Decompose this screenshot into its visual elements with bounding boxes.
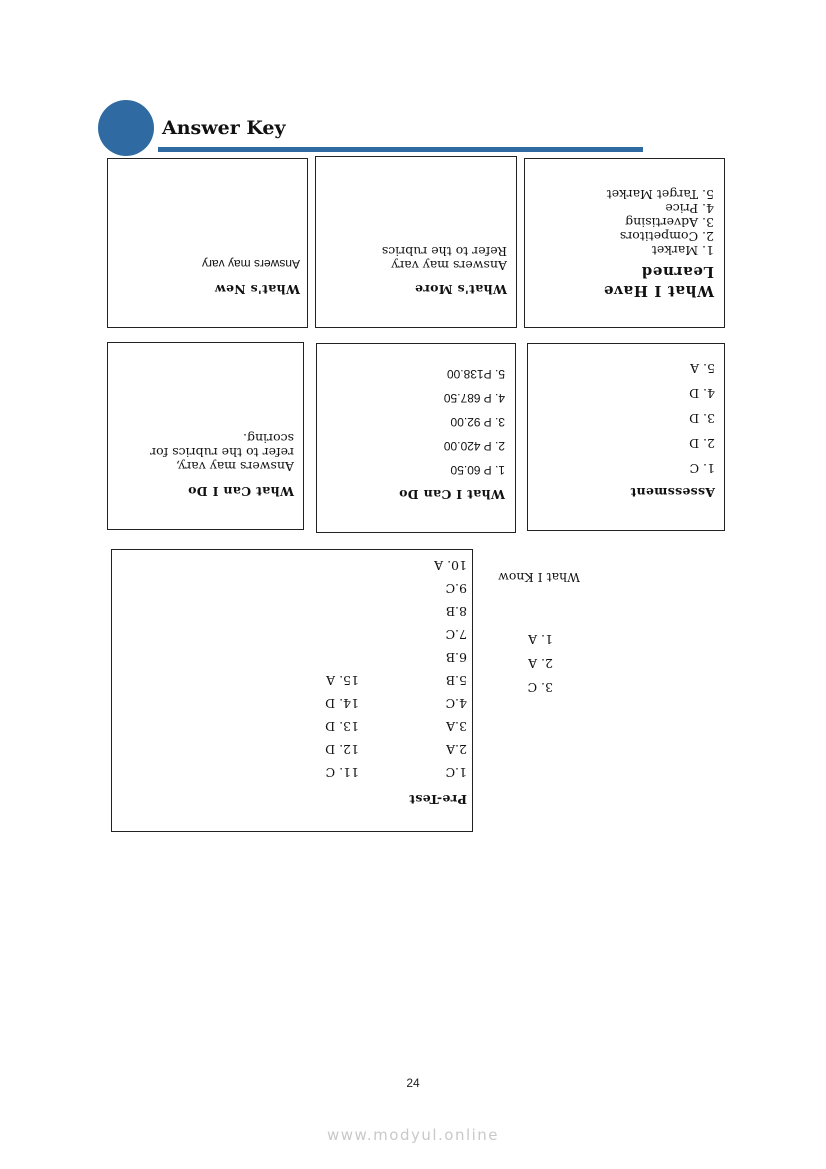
pre-test-answer: 6.B bbox=[445, 650, 467, 665]
whats-new-line: Answers may vary bbox=[201, 257, 300, 271]
pre-test-answer: 1.C bbox=[445, 765, 467, 780]
what-i-have-learned-item: 3. Advertising bbox=[625, 215, 714, 230]
pre-test-answer: 9.C bbox=[445, 581, 467, 596]
whats-more-line-2: Refer to the rubrics bbox=[381, 244, 507, 259]
what-i-have-learned-title-2: Learned bbox=[641, 263, 714, 281]
pre-test-answer: 7.C bbox=[445, 627, 467, 642]
pre-test-answer: 14. D bbox=[325, 696, 359, 711]
pre-test-answer: 15. A bbox=[326, 673, 359, 688]
what-i-can-do-title: What I Can Do bbox=[398, 487, 505, 502]
what-i-know-item: 2. A bbox=[528, 656, 553, 671]
what-i-can-do-item: 5. P138.00 bbox=[446, 367, 505, 381]
page-number: 24 bbox=[406, 1076, 420, 1090]
what-can-i-do-line-1: Answers may vary, bbox=[175, 459, 294, 474]
what-i-have-learned-item: 1. Market bbox=[651, 243, 714, 258]
pre-test-answer: 5.B bbox=[445, 673, 467, 688]
what-i-can-do-item: 4. P 687.50 bbox=[443, 391, 505, 405]
pre-test-answer: 3.A bbox=[446, 719, 467, 734]
pre-test-box bbox=[111, 549, 473, 832]
assessment-item: 4. D bbox=[689, 386, 715, 401]
pre-test-answer: 12. D bbox=[325, 742, 359, 757]
what-i-can-do-item: 2. P 420.00 bbox=[443, 439, 505, 453]
what-i-know-section bbox=[490, 560, 590, 720]
header-underline bbox=[158, 147, 643, 152]
watermark: www.modyul.online bbox=[326, 1126, 500, 1144]
what-can-i-do-line-2: refer to the rubrics for bbox=[150, 445, 294, 460]
what-i-have-learned-box bbox=[524, 158, 725, 328]
pre-test-answer: 10. A bbox=[434, 558, 467, 573]
assessment-box bbox=[527, 343, 725, 531]
assessment-item: 2. D bbox=[689, 436, 715, 451]
what-can-i-do-box bbox=[107, 342, 304, 530]
what-can-i-do-title: What Can I Do bbox=[187, 484, 294, 499]
what-i-have-learned-item: 2. Competitors bbox=[619, 229, 714, 244]
pre-test-answer: 8.B bbox=[445, 604, 467, 619]
what-i-know-item: 3. C bbox=[527, 680, 553, 695]
page-title: Answer Key bbox=[162, 117, 286, 139]
what-can-i-do-line-3: scoring. bbox=[243, 431, 294, 446]
assessment-item: 5. A bbox=[690, 361, 715, 376]
assessment-item: 3. D bbox=[689, 411, 715, 426]
what-i-can-do-box bbox=[316, 343, 516, 533]
whats-more-line-1: Answers may vary bbox=[391, 258, 507, 273]
whats-new-box bbox=[107, 158, 308, 328]
header-circle-marker bbox=[98, 100, 154, 156]
what-i-have-learned-item: 5. Target Market bbox=[606, 187, 714, 202]
whats-more-title: What's More bbox=[414, 282, 507, 297]
what-i-know-title: What I Know bbox=[498, 570, 580, 585]
what-i-can-do-item: 3. P 92.00 bbox=[450, 415, 505, 429]
whats-more-box bbox=[315, 156, 517, 328]
what-i-have-learned-item: 4. Price bbox=[665, 201, 714, 216]
what-i-have-learned-title-1: What I Have bbox=[603, 282, 714, 300]
whats-new-title: What's New bbox=[214, 282, 300, 297]
pre-test-answer: 4.C bbox=[445, 696, 467, 711]
what-i-know-item: 1. A bbox=[528, 632, 553, 647]
pre-test-answer: 11. C bbox=[325, 765, 359, 780]
pre-test-answer: 13. D bbox=[325, 719, 359, 734]
what-i-can-do-item: 1. P 60.50 bbox=[450, 463, 505, 477]
assessment-title: Assessment bbox=[630, 485, 715, 500]
pre-test-answer: 2.A bbox=[446, 742, 467, 757]
pre-test-title: Pre-Test bbox=[408, 792, 467, 807]
assessment-item: 1. C bbox=[689, 461, 715, 476]
